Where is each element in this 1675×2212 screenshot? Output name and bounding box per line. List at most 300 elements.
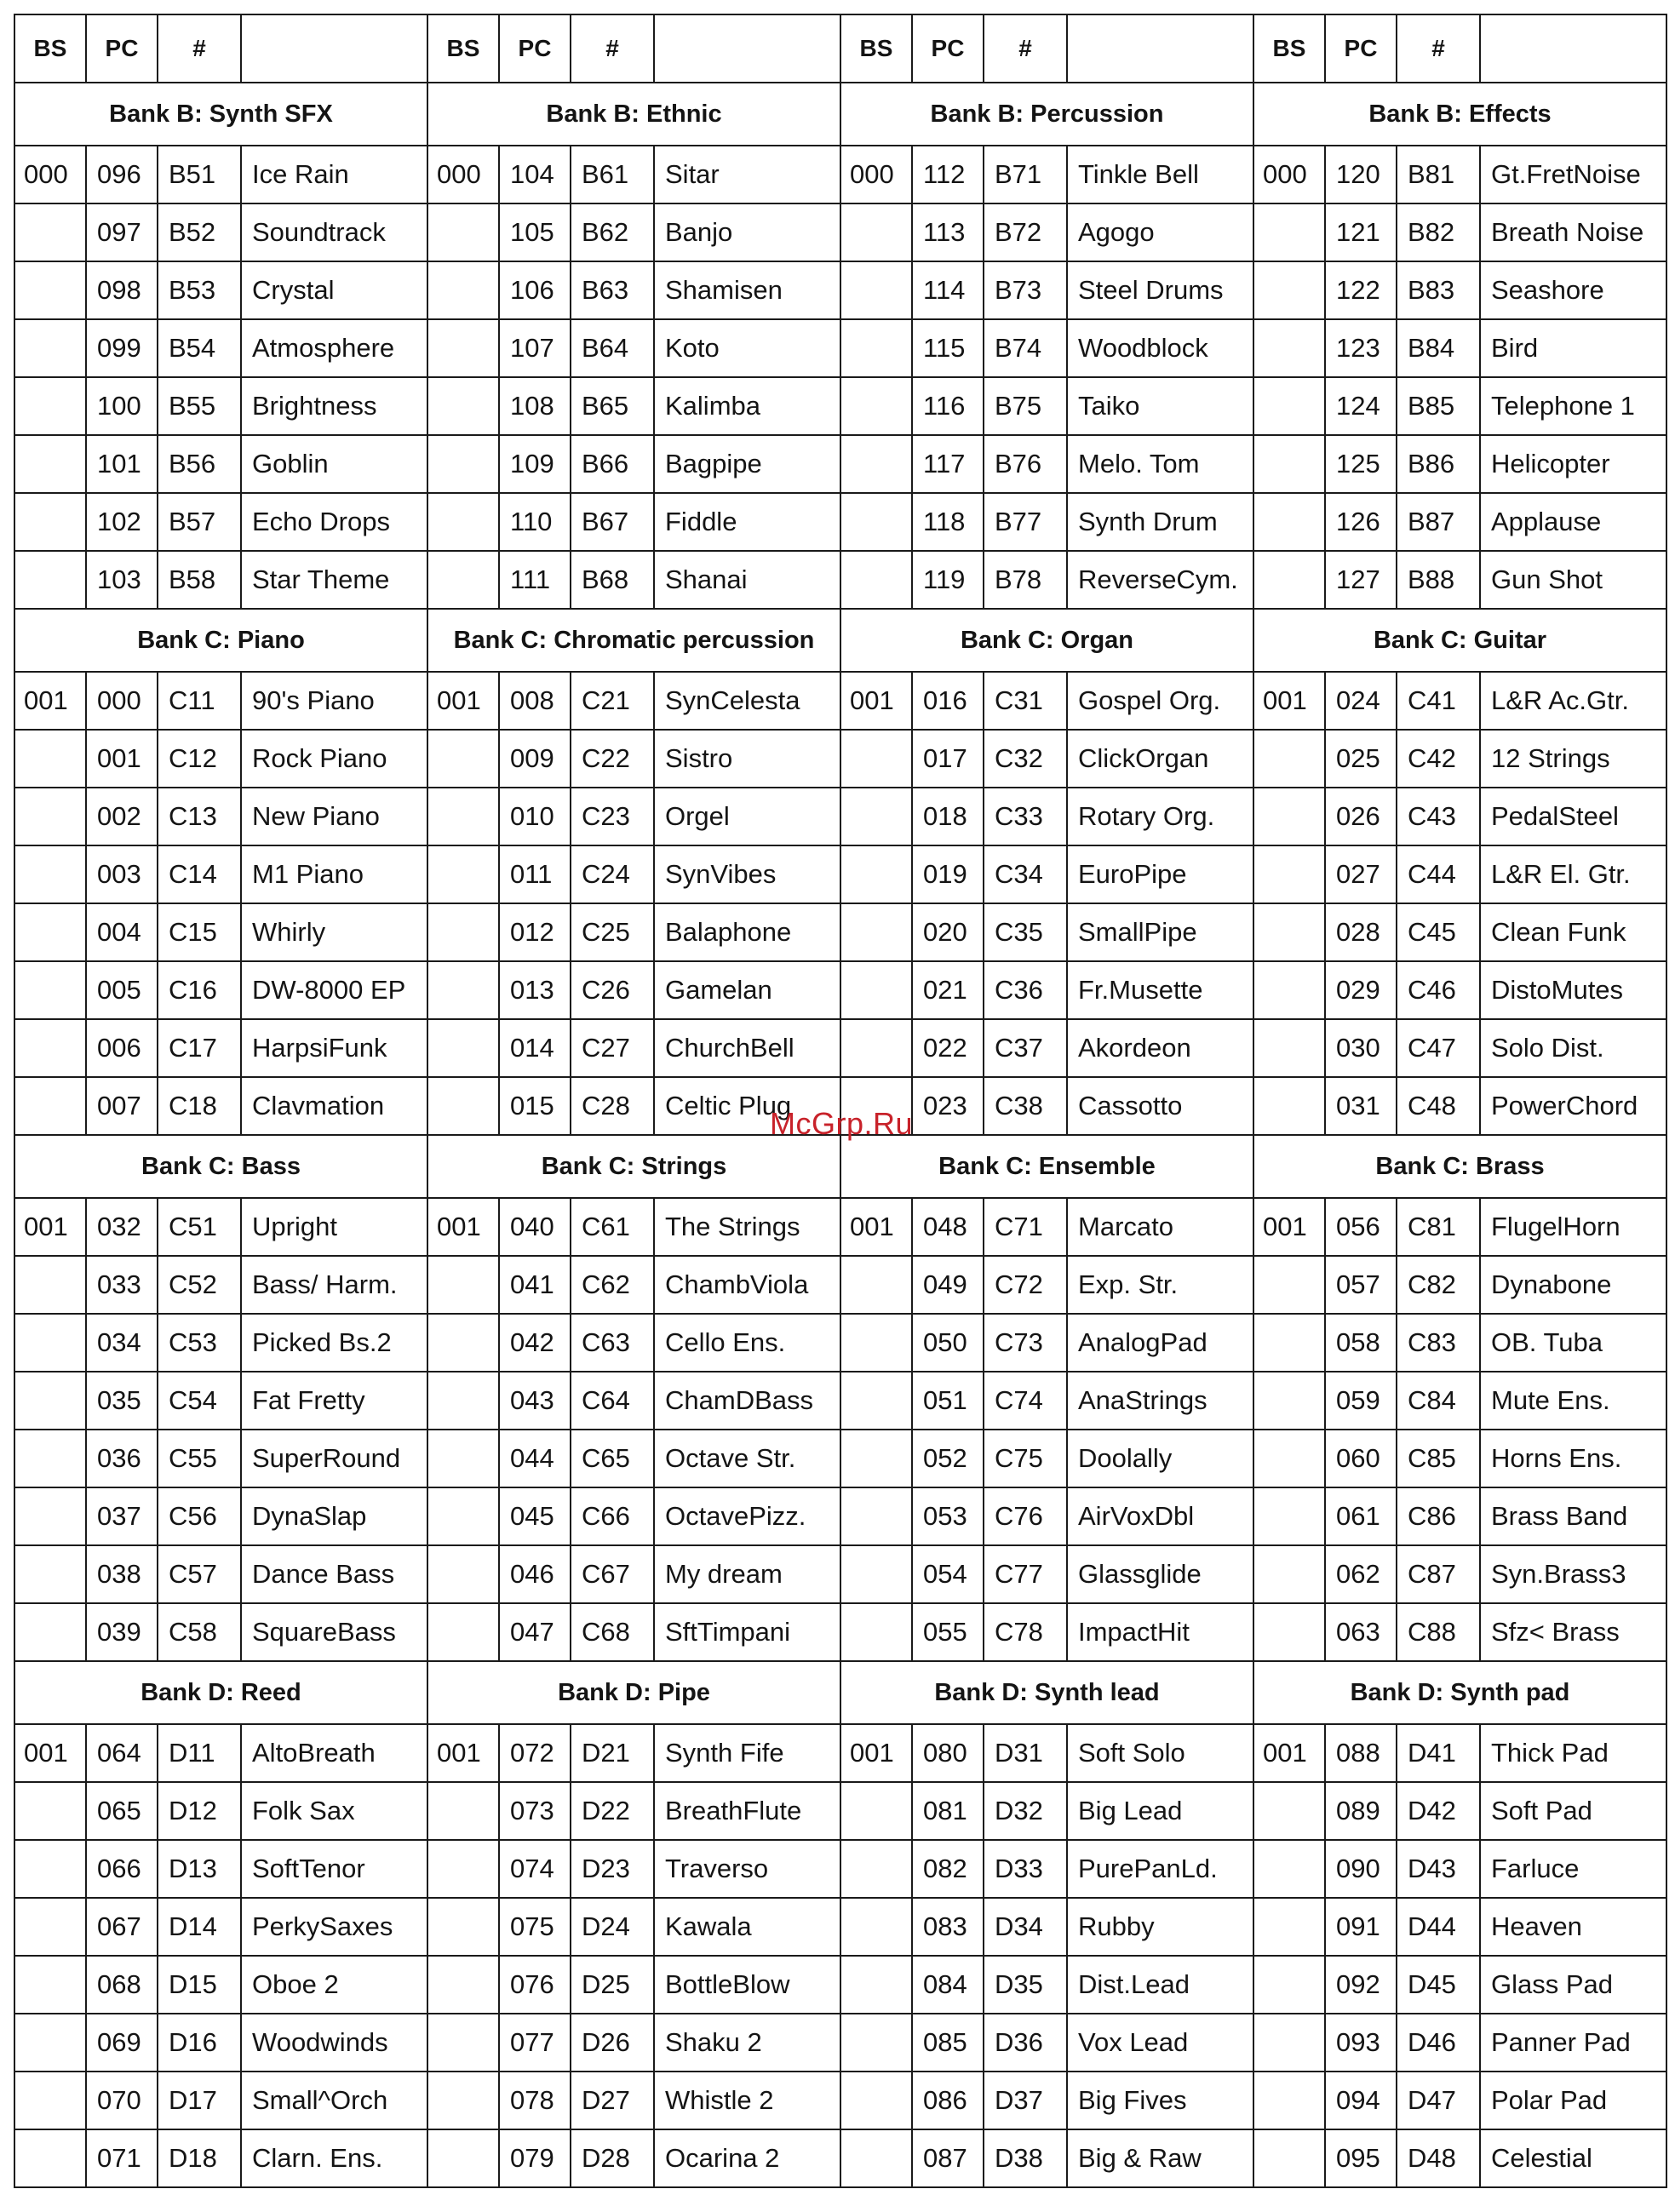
program-change-cell: 038	[86, 1545, 158, 1603]
bank-select-cell	[427, 435, 499, 493]
sound-name-cell: New Piano	[241, 788, 427, 845]
sound-name-cell: My dream	[654, 1545, 840, 1603]
bank-select-cell	[1253, 1019, 1325, 1077]
bank-select-cell	[427, 203, 499, 261]
header-number: #	[571, 14, 654, 83]
sound-number-cell: C84	[1397, 1372, 1480, 1430]
header-name	[654, 14, 840, 83]
bank-select-cell	[14, 2072, 86, 2129]
sound-name-cell: Taiko	[1067, 377, 1253, 435]
sound-name-cell: Rock Piano	[241, 730, 427, 788]
sound-number-cell: C21	[571, 672, 654, 730]
sound-number-cell: D32	[984, 1782, 1067, 1840]
bank-select-cell	[427, 1487, 499, 1545]
sound-number-cell: B68	[571, 551, 654, 609]
bank-select-cell	[840, 2072, 912, 2129]
sound-number-cell: C55	[158, 1430, 241, 1487]
sound-number-cell: D23	[571, 1840, 654, 1898]
bank-select-cell	[14, 1898, 86, 1956]
sound-name-cell: EuroPipe	[1067, 845, 1253, 903]
table-row	[14, 1724, 1666, 1782]
bank-select-cell	[1253, 435, 1325, 493]
bank-select-cell	[14, 1840, 86, 1898]
bank-select-cell	[840, 1019, 912, 1077]
sound-name-cell: Upright	[241, 1198, 427, 1256]
bank-select-cell	[14, 845, 86, 903]
header-pc: PC	[1325, 14, 1397, 83]
bank-select-cell: 001	[1253, 1198, 1325, 1256]
sound-number-cell: B66	[571, 435, 654, 493]
sound-number-cell: C57	[158, 1545, 241, 1603]
header-number: #	[984, 14, 1067, 83]
sound-number-cell: B82	[1397, 203, 1480, 261]
sound-name-cell: SmallPipe	[1067, 903, 1253, 961]
bank-select-cell	[427, 1545, 499, 1603]
sound-number-cell: C71	[984, 1198, 1067, 1256]
bank-select-cell	[14, 261, 86, 319]
program-change-cell: 004	[86, 903, 158, 961]
bank-select-cell	[840, 319, 912, 377]
header-bs: BS	[14, 14, 86, 83]
sound-number-cell: B65	[571, 377, 654, 435]
table-row	[14, 672, 1666, 730]
program-change-cell: 080	[912, 1724, 984, 1782]
bank-select-cell: 001	[14, 1198, 86, 1256]
sound-name-cell: Panner Pad	[1480, 2014, 1666, 2072]
bank-select-cell	[14, 1782, 86, 1840]
table-row	[14, 1782, 1666, 1840]
program-change-cell: 051	[912, 1372, 984, 1430]
sound-number-cell: B56	[158, 435, 241, 493]
sound-number-cell: D13	[158, 1840, 241, 1898]
bank-select-cell	[1253, 845, 1325, 903]
sound-name-cell: DistoMutes	[1480, 961, 1666, 1019]
sound-name-cell: Dynabone	[1480, 1256, 1666, 1314]
bank-select-cell	[840, 261, 912, 319]
bank-select-cell	[1253, 1898, 1325, 1956]
sound-number-cell: D44	[1397, 1898, 1480, 1956]
table-row	[14, 1487, 1666, 1545]
program-change-cell: 114	[912, 261, 984, 319]
program-change-cell: 096	[86, 146, 158, 203]
sound-number-cell: C86	[1397, 1487, 1480, 1545]
sound-name-cell: Farluce	[1480, 1840, 1666, 1898]
program-change-cell: 104	[499, 146, 571, 203]
sound-name-cell: Soft Solo	[1067, 1724, 1253, 1782]
table-row	[14, 203, 1666, 261]
sound-name-cell: SftTimpani	[654, 1603, 840, 1661]
sound-name-cell: 90's Piano	[241, 672, 427, 730]
sound-number-cell: D47	[1397, 2072, 1480, 2129]
sound-number-cell: C12	[158, 730, 241, 788]
program-change-cell: 040	[499, 1198, 571, 1256]
sound-name-cell: AirVoxDbl	[1067, 1487, 1253, 1545]
program-change-cell: 059	[1325, 1372, 1397, 1430]
program-change-cell: 047	[499, 1603, 571, 1661]
sound-name-cell: Cello Ens.	[654, 1314, 840, 1372]
bank-title-row	[14, 1135, 1666, 1198]
sound-name-cell: Shanai	[654, 551, 840, 609]
sound-number-cell: C78	[984, 1603, 1067, 1661]
sound-name-cell: 12 Strings	[1480, 730, 1666, 788]
program-change-cell: 037	[86, 1487, 158, 1545]
bank-select-cell	[14, 1019, 86, 1077]
program-change-cell: 094	[1325, 2072, 1397, 2129]
sound-number-cell: C62	[571, 1256, 654, 1314]
sound-number-cell: D34	[984, 1898, 1067, 1956]
sound-name-cell: Picked Bs.2	[241, 1314, 427, 1372]
sound-number-cell: D17	[158, 2072, 241, 2129]
bank-title: Bank B: Synth SFX	[14, 83, 427, 146]
sound-name-cell: Steel Drums	[1067, 261, 1253, 319]
bank-select-cell	[14, 1077, 86, 1135]
sound-number-cell: C87	[1397, 1545, 1480, 1603]
program-change-cell: 053	[912, 1487, 984, 1545]
sound-name-cell: Crystal	[241, 261, 427, 319]
program-change-cell: 002	[86, 788, 158, 845]
bank-select-cell: 000	[840, 146, 912, 203]
sound-number-cell: B55	[158, 377, 241, 435]
sound-name-cell: Shaku 2	[654, 2014, 840, 2072]
sound-number-cell: B76	[984, 435, 1067, 493]
bank-select-cell	[427, 1077, 499, 1135]
sound-number-cell: B51	[158, 146, 241, 203]
sound-name-cell: PerkySaxes	[241, 1898, 427, 1956]
program-change-cell: 079	[499, 2129, 571, 2187]
header-bs: BS	[840, 14, 912, 83]
sound-number-cell: C47	[1397, 1019, 1480, 1077]
sound-number-cell: B53	[158, 261, 241, 319]
sound-name-cell: SuperRound	[241, 1430, 427, 1487]
sound-number-cell: D45	[1397, 1956, 1480, 2014]
bank-select-cell	[840, 1077, 912, 1135]
program-change-cell: 101	[86, 435, 158, 493]
table-row	[14, 1314, 1666, 1372]
sound-number-cell: C68	[571, 1603, 654, 1661]
program-change-cell: 103	[86, 551, 158, 609]
table-row	[14, 1077, 1666, 1135]
sound-name-cell: Heaven	[1480, 1898, 1666, 1956]
bank-title: Bank C: Guitar	[1253, 609, 1666, 672]
sound-name-cell: Goblin	[241, 435, 427, 493]
program-change-cell: 010	[499, 788, 571, 845]
sound-number-cell: C53	[158, 1314, 241, 1372]
program-change-cell: 052	[912, 1430, 984, 1487]
program-change-cell: 092	[1325, 1956, 1397, 2014]
sound-number-cell: C32	[984, 730, 1067, 788]
sound-number-cell: B85	[1397, 377, 1480, 435]
sound-number-cell: B58	[158, 551, 241, 609]
sound-number-cell: D18	[158, 2129, 241, 2187]
sound-number-cell: D46	[1397, 2014, 1480, 2072]
sound-number-cell: B72	[984, 203, 1067, 261]
program-change-cell: 115	[912, 319, 984, 377]
program-change-cell: 034	[86, 1314, 158, 1372]
bank-select-cell	[840, 2129, 912, 2187]
sound-number-cell: D35	[984, 1956, 1067, 2014]
sound-number-cell: B81	[1397, 146, 1480, 203]
program-change-cell: 066	[86, 1840, 158, 1898]
sound-name-cell: Bass/ Harm.	[241, 1256, 427, 1314]
sound-number-cell: D37	[984, 2072, 1067, 2129]
program-change-cell: 118	[912, 493, 984, 551]
sound-name-cell: Tinkle Bell	[1067, 146, 1253, 203]
program-change-cell: 110	[499, 493, 571, 551]
sound-name-cell: Gt.FretNoise	[1480, 146, 1666, 203]
sound-number-cell: C14	[158, 845, 241, 903]
bank-select-cell	[840, 1430, 912, 1487]
program-change-cell: 019	[912, 845, 984, 903]
bank-select-cell	[427, 1019, 499, 1077]
sound-name-cell: Kalimba	[654, 377, 840, 435]
bank-select-cell	[427, 1372, 499, 1430]
program-change-cell: 124	[1325, 377, 1397, 435]
sound-name-cell: Kawala	[654, 1898, 840, 1956]
sound-name-cell: Sitar	[654, 146, 840, 203]
program-change-cell: 022	[912, 1019, 984, 1077]
header-bs: BS	[1253, 14, 1325, 83]
sound-name-cell: Synth Drum	[1067, 493, 1253, 551]
sound-number-cell: D24	[571, 1898, 654, 1956]
sound-name-cell: The Strings	[654, 1198, 840, 1256]
sound-table-body	[14, 14, 1666, 2187]
sound-name-cell: Marcato	[1067, 1198, 1253, 1256]
program-change-cell: 021	[912, 961, 984, 1019]
sound-name-cell: Oboe 2	[241, 1956, 427, 2014]
sound-number-cell: D21	[571, 1724, 654, 1782]
sound-number-cell: C25	[571, 903, 654, 961]
program-change-cell: 041	[499, 1256, 571, 1314]
sound-name-cell: SoftTenor	[241, 1840, 427, 1898]
sound-number-cell: C51	[158, 1198, 241, 1256]
sound-name-cell: Glassglide	[1067, 1545, 1253, 1603]
sound-number-cell: C44	[1397, 845, 1480, 903]
program-change-cell: 116	[912, 377, 984, 435]
table-row	[14, 319, 1666, 377]
sound-name-cell: Vox Lead	[1067, 2014, 1253, 2072]
header-pc: PC	[86, 14, 158, 83]
sound-number-cell: B78	[984, 551, 1067, 609]
table-row	[14, 1898, 1666, 1956]
sound-name-cell: Rotary Org.	[1067, 788, 1253, 845]
bank-select-cell	[1253, 1956, 1325, 2014]
table-row	[14, 1840, 1666, 1898]
bank-select-cell	[840, 493, 912, 551]
sound-number-cell: B73	[984, 261, 1067, 319]
program-change-cell: 005	[86, 961, 158, 1019]
bank-select-cell: 001	[427, 672, 499, 730]
sound-name-cell: Brightness	[241, 377, 427, 435]
header-name	[241, 14, 427, 83]
program-change-cell: 071	[86, 2129, 158, 2187]
sound-number-cell: D12	[158, 1782, 241, 1840]
sound-number-cell: D43	[1397, 1840, 1480, 1898]
program-change-cell: 049	[912, 1256, 984, 1314]
program-change-cell: 055	[912, 1603, 984, 1661]
sound-name-cell: Telephone 1	[1480, 377, 1666, 435]
table-row	[14, 261, 1666, 319]
sound-name-cell: Celestial	[1480, 2129, 1666, 2187]
program-change-cell: 023	[912, 1077, 984, 1135]
bank-select-cell	[840, 1372, 912, 1430]
sound-number-cell: C58	[158, 1603, 241, 1661]
bank-title: Bank D: Reed	[14, 1661, 427, 1724]
sound-name-cell: AnalogPad	[1067, 1314, 1253, 1372]
program-change-cell: 015	[499, 1077, 571, 1135]
sound-name-cell: Fiddle	[654, 493, 840, 551]
sound-name-cell: PedalSteel	[1480, 788, 1666, 845]
sound-name-cell: M1 Piano	[241, 845, 427, 903]
sound-name-cell: Akordeon	[1067, 1019, 1253, 1077]
bank-select-cell: 001	[14, 672, 86, 730]
bank-select-cell	[1253, 1840, 1325, 1898]
bank-select-cell	[14, 551, 86, 609]
program-change-cell: 065	[86, 1782, 158, 1840]
program-change-cell: 001	[86, 730, 158, 788]
bank-title: Bank C: Ensemble	[840, 1135, 1253, 1198]
bank-title: Bank D: Pipe	[427, 1661, 840, 1724]
sound-name-cell: Fr.Musette	[1067, 961, 1253, 1019]
sound-number-cell: C81	[1397, 1198, 1480, 1256]
program-change-cell: 106	[499, 261, 571, 319]
sound-number-cell: C34	[984, 845, 1067, 903]
bank-title-row	[14, 83, 1666, 146]
sound-number-cell: C48	[1397, 1077, 1480, 1135]
program-change-cell: 020	[912, 903, 984, 961]
program-change-cell: 011	[499, 845, 571, 903]
sound-name-cell: Fat Fretty	[241, 1372, 427, 1430]
sound-name-cell: Clavmation	[241, 1077, 427, 1135]
sound-number-cell: C28	[571, 1077, 654, 1135]
sound-number-cell: B77	[984, 493, 1067, 551]
bank-select-cell	[1253, 1782, 1325, 1840]
sound-number-cell: C15	[158, 903, 241, 961]
table-row	[14, 1430, 1666, 1487]
bank-select-cell	[840, 2014, 912, 2072]
bank-select-cell: 001	[840, 1724, 912, 1782]
bank-select-cell	[1253, 1545, 1325, 1603]
program-change-cell: 061	[1325, 1487, 1397, 1545]
sound-name-cell: Woodblock	[1067, 319, 1253, 377]
bank-select-cell	[427, 319, 499, 377]
program-change-cell: 117	[912, 435, 984, 493]
sound-number-cell: C37	[984, 1019, 1067, 1077]
sound-number-cell: C11	[158, 672, 241, 730]
sound-number-cell: D14	[158, 1898, 241, 1956]
bank-select-cell	[427, 1898, 499, 1956]
bank-select-cell: 001	[1253, 672, 1325, 730]
sound-number-cell: C42	[1397, 730, 1480, 788]
program-change-cell: 048	[912, 1198, 984, 1256]
program-change-cell: 091	[1325, 1898, 1397, 1956]
sound-name-cell: Gospel Org.	[1067, 672, 1253, 730]
sound-number-cell: C17	[158, 1019, 241, 1077]
program-change-cell: 029	[1325, 961, 1397, 1019]
sound-name-cell: Horns Ens.	[1480, 1430, 1666, 1487]
sound-name-cell: AltoBreath	[241, 1724, 427, 1782]
program-change-cell: 013	[499, 961, 571, 1019]
program-change-cell: 102	[86, 493, 158, 551]
sound-number-cell: C36	[984, 961, 1067, 1019]
program-change-cell: 093	[1325, 2014, 1397, 2072]
sound-name-cell: Breath Noise	[1480, 203, 1666, 261]
program-change-cell: 074	[499, 1840, 571, 1898]
program-change-cell: 077	[499, 2014, 571, 2072]
program-change-cell: 016	[912, 672, 984, 730]
table-row	[14, 1603, 1666, 1661]
program-change-cell: 060	[1325, 1430, 1397, 1487]
bank-select-cell	[1253, 1487, 1325, 1545]
sound-number-cell: D15	[158, 1956, 241, 2014]
sound-name-cell: Glass Pad	[1480, 1956, 1666, 2014]
bank-select-cell	[1253, 2072, 1325, 2129]
bank-title: Bank B: Ethnic	[427, 83, 840, 146]
sound-name-cell: Big & Raw	[1067, 2129, 1253, 2187]
sound-name-cell: BottleBlow	[654, 1956, 840, 2014]
program-change-cell: 072	[499, 1724, 571, 1782]
program-change-cell: 028	[1325, 903, 1397, 961]
sound-name-cell: ChamDBass	[654, 1372, 840, 1430]
sound-number-cell: C61	[571, 1198, 654, 1256]
sound-number-cell: C18	[158, 1077, 241, 1135]
sound-name-cell: Agogo	[1067, 203, 1253, 261]
program-change-cell: 081	[912, 1782, 984, 1840]
sound-number-cell: D28	[571, 2129, 654, 2187]
bank-select-cell	[14, 1545, 86, 1603]
sound-name-cell: Syn.Brass3	[1480, 1545, 1666, 1603]
bank-title: Bank D: Synth lead	[840, 1661, 1253, 1724]
program-change-cell: 014	[499, 1019, 571, 1077]
table-row	[14, 788, 1666, 845]
sound-name-cell: ChurchBell	[654, 1019, 840, 1077]
bank-select-cell	[1253, 1430, 1325, 1487]
program-change-cell: 070	[86, 2072, 158, 2129]
bank-select-cell: 001	[427, 1198, 499, 1256]
sound-number-cell: B52	[158, 203, 241, 261]
sound-name-cell: L&R El. Gtr.	[1480, 845, 1666, 903]
bank-select-cell	[840, 1603, 912, 1661]
bank-select-cell	[1253, 551, 1325, 609]
program-change-cell: 009	[499, 730, 571, 788]
header-bs: BS	[427, 14, 499, 83]
sound-name-cell: Ocarina 2	[654, 2129, 840, 2187]
sound-number-cell: C67	[571, 1545, 654, 1603]
sound-number-cell: C22	[571, 730, 654, 788]
bank-title: Bank C: Chromatic percussion	[427, 609, 840, 672]
header-number: #	[158, 14, 241, 83]
bank-title: Bank C: Piano	[14, 609, 427, 672]
bank-select-cell	[840, 1956, 912, 2014]
sound-number-cell: B67	[571, 493, 654, 551]
sound-number-cell: C63	[571, 1314, 654, 1372]
sound-name-cell: Sistro	[654, 730, 840, 788]
program-change-cell: 036	[86, 1430, 158, 1487]
program-change-cell: 007	[86, 1077, 158, 1135]
bank-select-cell	[14, 1603, 86, 1661]
program-change-cell: 003	[86, 845, 158, 903]
sound-number-cell: D22	[571, 1782, 654, 1840]
program-change-cell: 058	[1325, 1314, 1397, 1372]
watermark-text: McGrp.Ru	[770, 1106, 914, 1141]
sound-name-cell: Octave Str.	[654, 1430, 840, 1487]
sound-name-cell: Atmosphere	[241, 319, 427, 377]
program-change-cell: 090	[1325, 1840, 1397, 1898]
bank-select-cell	[427, 261, 499, 319]
sound-name-cell: ChambViola	[654, 1256, 840, 1314]
sound-number-cell: C45	[1397, 903, 1480, 961]
sound-name-cell: Gamelan	[654, 961, 840, 1019]
sound-number-cell: C27	[571, 1019, 654, 1077]
